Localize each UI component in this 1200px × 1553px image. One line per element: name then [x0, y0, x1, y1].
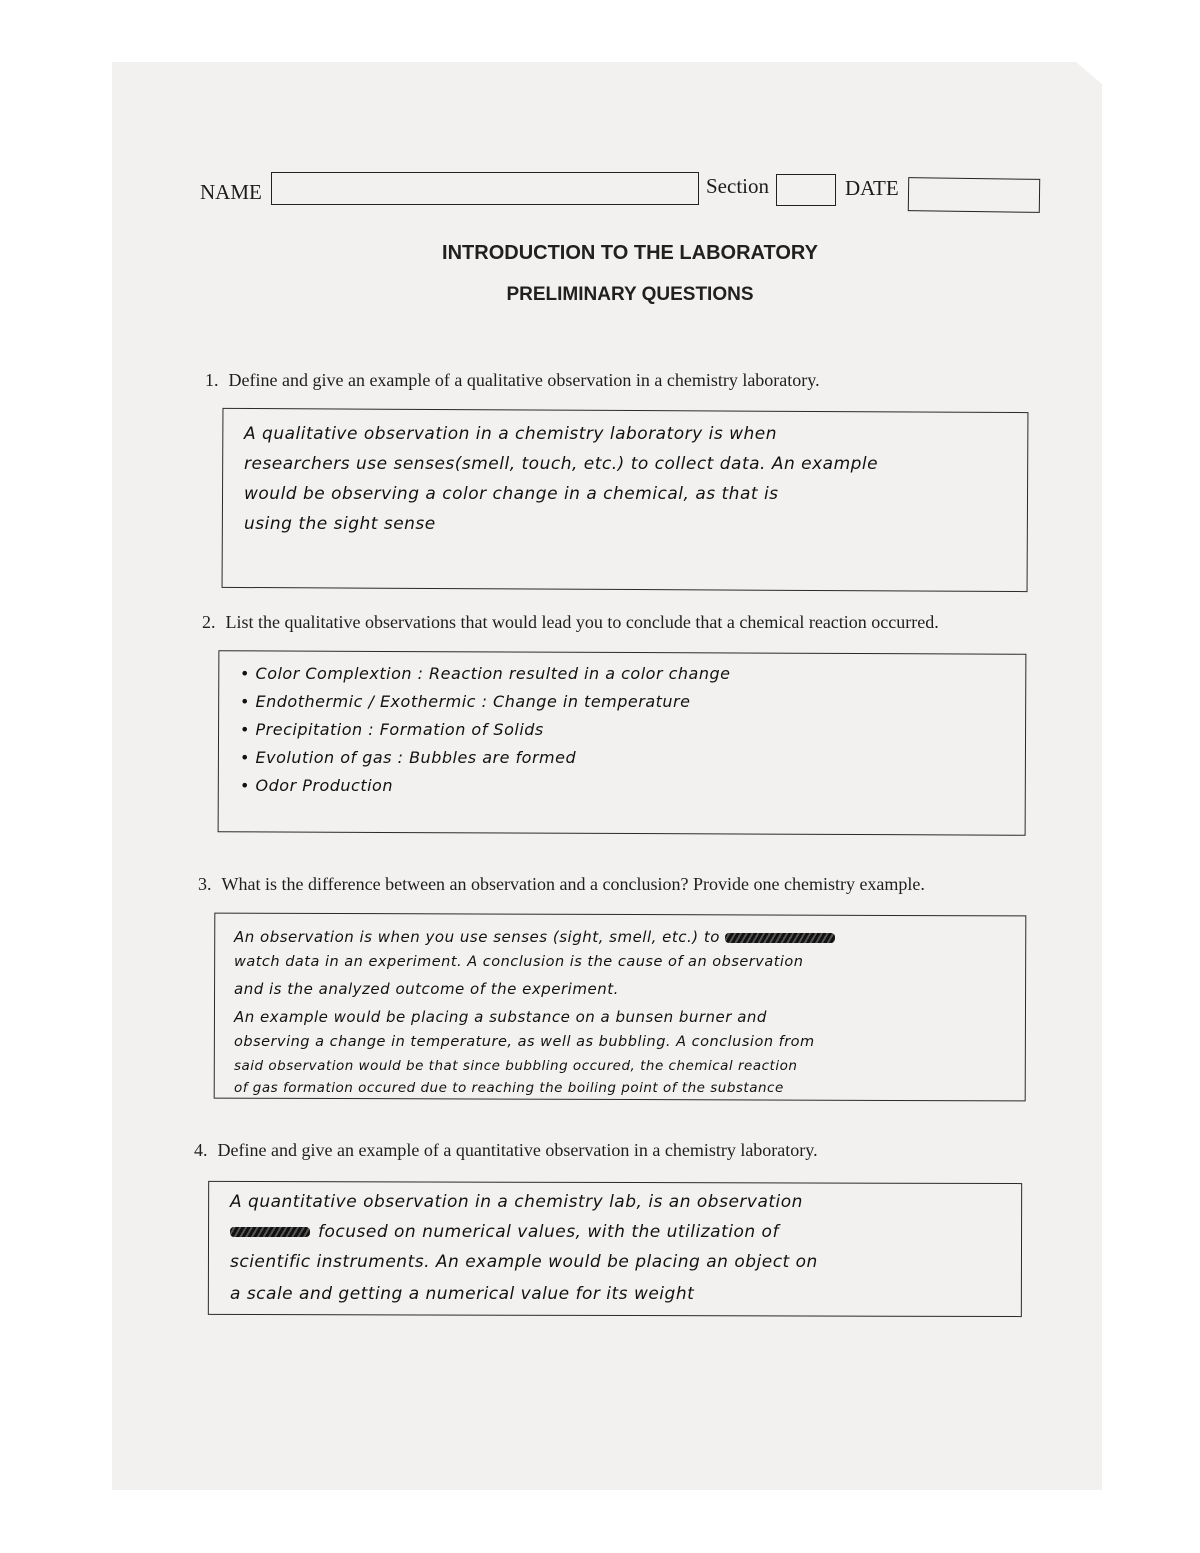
answer-line: • Color Complextion : Reaction resulted in a color change — [240, 664, 731, 683]
answer-line: • Endothermic / Exothermic : Change in temperature — [240, 692, 691, 711]
question-text: Define and give an example of a qualitative observation in a chemistry laboratory. — [228, 370, 820, 390]
answer-line: watch data in an experiment. A conclusion is the cause of an observation — [234, 954, 804, 970]
question-4 — [194, 1140, 818, 1161]
question-number: 3. — [198, 874, 212, 894]
answer-line: • Odor Production — [240, 776, 393, 795]
answer-line: An observation is when you use senses (sight, smell, etc.) to — [234, 928, 835, 946]
question-text: Define and give an example of a quantitative observation in a chemistry laboratory. — [217, 1140, 818, 1160]
question-number: 1. — [205, 370, 219, 390]
question-text: What is the difference between an observation and a conclusion? Provide one chemistry example. — [221, 874, 925, 894]
page-corner-fold — [1076, 62, 1102, 84]
section-label: Section — [706, 174, 769, 198]
answer-line: A quantitative observation in a chemistry lab, is an observation — [230, 1192, 803, 1212]
section-field[interactable] — [776, 174, 836, 206]
answer-line: observing a change in temperature, as well as bubbling. A conclusion from — [234, 1034, 815, 1050]
answer-line: a scale and getting a numerical value for its weight — [230, 1284, 695, 1304]
answer-line: A qualitative observation in a chemistry laboratory is when — [244, 424, 778, 444]
question-text: List the qualitative observations that would lead you to conclude that a chemical reaction occurred. — [225, 612, 939, 632]
answer-line: would be observing a color change in a chemical, as that is — [244, 484, 779, 504]
question-number: 4. — [194, 1140, 208, 1160]
name-field[interactable] — [271, 172, 699, 205]
scribbled-out-word — [230, 1227, 310, 1237]
answer-line: using the sight sense — [244, 514, 436, 534]
date-label: DATE — [845, 176, 899, 200]
question-number: 2. — [202, 612, 216, 632]
answer-line: of gas formation occured due to reaching the boiling point of the substance — [234, 1080, 784, 1096]
scribbled-out-word — [725, 933, 835, 943]
answer-line: • Precipitation : Formation of Solids — [240, 720, 544, 739]
page-subtitle: PRELIMINARY QUESTIONS — [506, 284, 754, 305]
answer-line: focused on numerical values, with the utilization of — [230, 1222, 779, 1242]
answer-line: An example would be placing a substance on a bunsen burner and — [234, 1008, 767, 1026]
answer-line: and is the analyzed outcome of the experiment. — [234, 980, 619, 998]
answer-line: researchers use senses(smell, touch, etc.) to collect data. An example — [244, 454, 879, 474]
question-1 — [205, 370, 820, 391]
date-field[interactable] — [908, 177, 1040, 213]
question-3 — [198, 874, 925, 895]
page-title: INTRODUCTION TO THE LABORATORY — [442, 242, 818, 264]
answer-line: scientific instruments. An example would be placing an object on — [230, 1252, 818, 1272]
name-label: NAME — [200, 180, 262, 204]
answer-line: • Evolution of gas : Bubbles are formed — [240, 748, 577, 767]
question-2 — [202, 612, 939, 633]
answer-line: said observation would be that since bubbling occured, the chemical reaction — [234, 1058, 798, 1074]
